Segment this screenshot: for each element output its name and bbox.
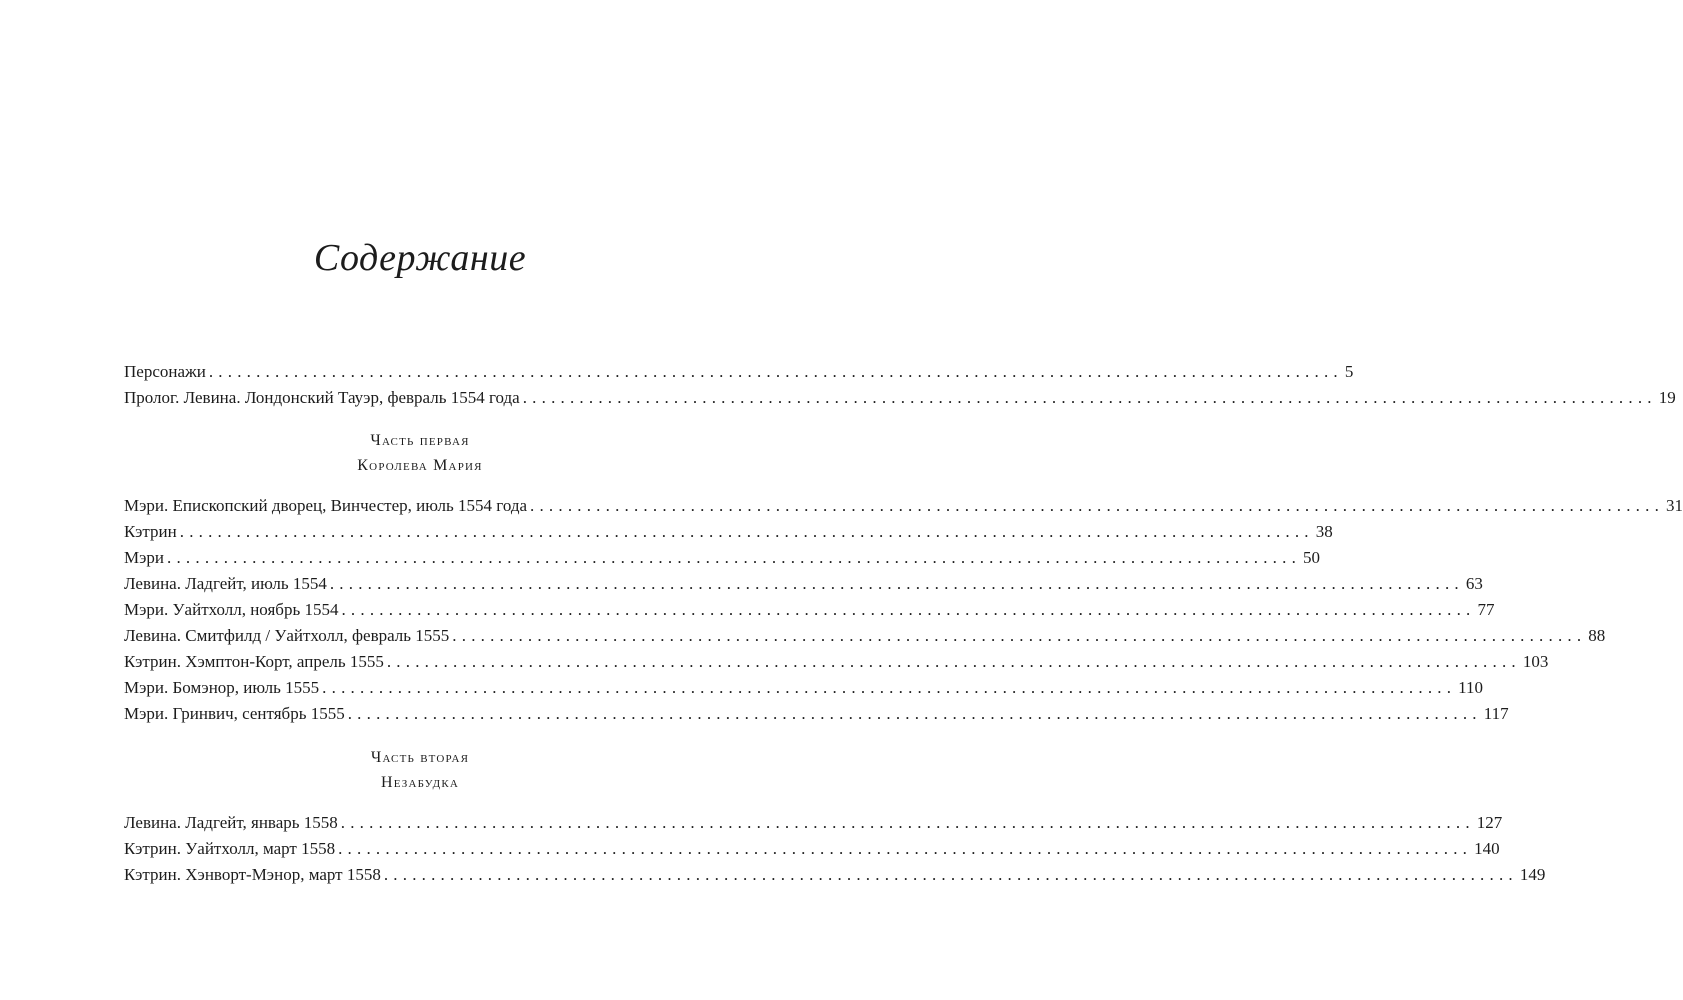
toc-entry-page: 38 (1315, 522, 1333, 541)
toc-entry-page: 140 (1474, 839, 1500, 858)
leader-dots: ........................................................................................................................ (383, 865, 1518, 884)
toc-entry-label: Кэтрин (124, 522, 177, 541)
toc-entry-label: Кэтрин. Хэнворт-Мэнор, март 1558 (124, 865, 381, 884)
part-title: Королева Мария (357, 457, 483, 474)
toc-front-list (124, 359, 1676, 411)
toc-entry-page: 149 (1519, 865, 1546, 884)
toc-entry-page: 117 (1483, 704, 1509, 723)
toc-title: Содержание (313, 237, 527, 279)
toc-entry-page: 5 (1344, 362, 1354, 381)
toc-entry-label: Левина. Ладгейт, июль 1554 (124, 574, 327, 593)
toc-entry-label: Пролог. Левина. Лондонский Тауэр, февраль 1554 года (124, 388, 520, 407)
toc-entry-label: Кэтрин. Хэмптон-Корт, апрель 1555 (124, 652, 384, 671)
toc-entry[interactable] (124, 649, 1549, 675)
part-title: Незабудка (380, 774, 460, 791)
part-two-label (0, 745, 840, 771)
toc-entry-page: 31 (1666, 496, 1683, 515)
toc-entry-page: 50 (1303, 548, 1321, 567)
toc-entry-label: Мэри. Гринвич, сентябрь 1555 (124, 704, 345, 723)
leader-dots: ........................................................................................................................ (341, 600, 1476, 619)
toc-entry[interactable] (124, 701, 1509, 727)
leader-dots: ........................................................................................................................ (340, 813, 1475, 832)
toc-entry[interactable] (124, 675, 1484, 701)
toc-entry-label: Мэри. Епископский дворец, Винчестер, июль 1554 года (124, 496, 528, 515)
leader-dots: ........................................................................................................................ (167, 548, 1302, 567)
toc-entry[interactable] (124, 385, 1676, 411)
toc-entry-page: 88 (1588, 626, 1606, 645)
leader-dots: ........................................................................................................................ (179, 522, 1314, 541)
toc-entry[interactable] (124, 862, 1546, 888)
toc-entry[interactable] (124, 571, 1483, 597)
leader-dots: ........................................................................................................................ (452, 626, 1587, 645)
toc-entry-page: 127 (1476, 813, 1503, 832)
toc-entry-page: 77 (1477, 600, 1495, 619)
toc-part-one-list (124, 493, 1683, 727)
leader-dots: ........................................................................................................................ (522, 388, 1657, 407)
toc-entry[interactable] (124, 519, 1333, 545)
toc-entry-page: 19 (1658, 388, 1676, 407)
toc-entry[interactable] (124, 836, 1500, 862)
part-label: Часть первая (370, 432, 470, 449)
toc-entry[interactable] (124, 810, 1503, 836)
toc-entry-page: 63 (1465, 574, 1483, 593)
toc-entry[interactable] (124, 545, 1321, 571)
toc-entry-label: Левина. Смитфилд / Уайтхолл, февраль 1555 (124, 626, 450, 645)
toc-entry-page: 103 (1522, 652, 1549, 671)
leader-dots: ........................................................................................................................ (530, 496, 1665, 515)
leader-dots: ........................................................................................................................ (347, 704, 1482, 723)
part-one-title (0, 453, 840, 479)
leader-dots: ........................................................................................................................ (322, 678, 1457, 697)
toc-entry-label: Мэри. Уайтхолл, ноябрь 1554 (124, 600, 339, 619)
toc-entry[interactable] (124, 359, 1354, 385)
part-two-title (0, 770, 840, 796)
toc-entry-page: 110 (1458, 678, 1484, 697)
toc-entry-label: Мэри. Бомэнор, июль 1555 (124, 678, 320, 697)
leader-dots: ........................................................................................................................ (386, 652, 1521, 671)
toc-entry-label: Кэтрин. Уайтхолл, март 1558 (124, 839, 336, 858)
toc-part-two-list (124, 810, 1546, 888)
toc-entry-label: Мэри (124, 548, 165, 567)
toc-entry-label: Левина. Ладгейт, январь 1558 (124, 813, 338, 832)
toc-entry[interactable] (124, 623, 1606, 649)
part-label: Часть вторая (370, 749, 470, 766)
part-one-label (0, 428, 840, 454)
toc-entry-label: Персонажи (124, 362, 206, 381)
toc-entry[interactable] (124, 597, 1495, 623)
leader-dots: ........................................................................................................................ (329, 574, 1464, 593)
toc-entry[interactable] (124, 493, 1683, 519)
leader-dots: ........................................................................................................................ (338, 839, 1473, 858)
leader-dots: ........................................................................................................................ (208, 362, 1343, 381)
